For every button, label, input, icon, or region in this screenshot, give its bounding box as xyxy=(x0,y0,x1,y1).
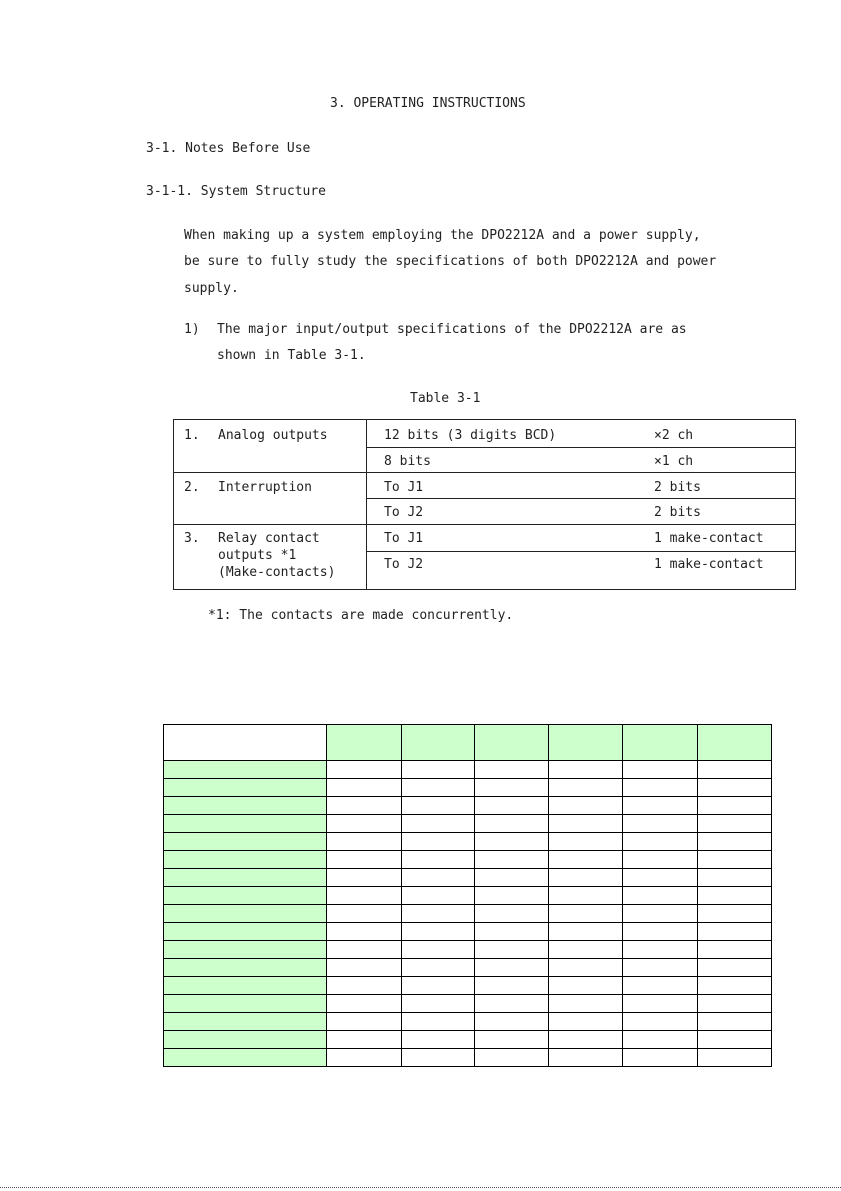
grid-cell xyxy=(698,1013,772,1031)
grid-cell xyxy=(549,1013,623,1031)
grid-row xyxy=(164,1031,772,1049)
grid-cell xyxy=(402,1031,475,1049)
grid-cell xyxy=(549,815,623,833)
grid-cell xyxy=(698,887,772,905)
grid-cell xyxy=(698,851,772,869)
grid-cell xyxy=(402,833,475,851)
grid-cell xyxy=(698,869,772,887)
grid-cell xyxy=(327,977,402,995)
item-1-line-2: shown in Table 3-1. xyxy=(217,348,366,363)
grid-cell xyxy=(402,779,475,797)
intro-line-3: supply. xyxy=(184,281,239,296)
grid-cell xyxy=(698,959,772,977)
grid-cell xyxy=(549,959,623,977)
table-column-divider xyxy=(366,420,367,589)
group-1-row-1-item: 12 bits (3 digits BCD) xyxy=(384,428,557,443)
grid-cell xyxy=(698,1031,772,1049)
grid-cell xyxy=(327,995,402,1013)
grid-cell xyxy=(623,941,698,959)
grid-row-label-cell xyxy=(164,995,327,1013)
grid-cell xyxy=(549,869,623,887)
spec-table xyxy=(173,419,796,590)
item-1-line-1: The major input/output specifications of the DPO2212A are as xyxy=(217,322,687,337)
grid-row xyxy=(164,995,772,1013)
grid-cell xyxy=(402,923,475,941)
grid-cell xyxy=(698,779,772,797)
grid-header-cell xyxy=(402,725,475,761)
grid-row xyxy=(164,851,772,869)
grid-row xyxy=(164,797,772,815)
grid-cell xyxy=(475,779,549,797)
grid-row xyxy=(164,1013,772,1031)
grid-cell xyxy=(402,761,475,779)
grid-cell xyxy=(475,833,549,851)
grid-cell xyxy=(475,797,549,815)
grid-row xyxy=(164,977,772,995)
grid-cell xyxy=(698,995,772,1013)
grid-cell xyxy=(698,815,772,833)
grid-cell xyxy=(698,761,772,779)
grid-row xyxy=(164,959,772,977)
grid-row xyxy=(164,1049,772,1067)
grid-cell xyxy=(623,1049,698,1067)
grid-row xyxy=(164,815,772,833)
grid-cell xyxy=(475,869,549,887)
grid-header-cell xyxy=(623,725,698,761)
footnote: *1: The contacts are made concurrently. xyxy=(208,608,514,623)
group-2-row-2-item: To J2 xyxy=(384,505,424,520)
grid-cell xyxy=(402,905,475,923)
intro-line-1: When making up a system employing the DPO2212A and a power supply, xyxy=(184,228,701,243)
grid-cell xyxy=(402,1049,475,1067)
grid-cell xyxy=(475,995,549,1013)
grid-cell xyxy=(623,959,698,977)
grid-cell xyxy=(327,797,402,815)
grid-cell xyxy=(327,779,402,797)
grid-row-label-cell xyxy=(164,1031,327,1049)
grid-row-label-cell xyxy=(164,887,327,905)
grid-cell xyxy=(402,851,475,869)
grid-row xyxy=(164,761,772,779)
grid-cell xyxy=(623,851,698,869)
section-title: 3. OPERATING INSTRUCTIONS xyxy=(330,96,526,111)
grid-cell xyxy=(475,1013,549,1031)
heading-notes-before-use: 3-1. Notes Before Use xyxy=(146,141,311,156)
table-caption: Table 3-1 xyxy=(410,391,481,406)
grid-cell xyxy=(402,1013,475,1031)
grid-cell xyxy=(623,779,698,797)
grid-header-cell xyxy=(327,725,402,761)
grid-cell xyxy=(402,815,475,833)
grid-row xyxy=(164,869,772,887)
group-1-row-2-value: ×1 ch xyxy=(654,454,694,469)
group-3-row-2-item: To J2 xyxy=(384,557,424,572)
grid-cell xyxy=(327,815,402,833)
grid-cell xyxy=(623,869,698,887)
table-right-border xyxy=(795,420,796,589)
grid-row-label-cell xyxy=(164,833,327,851)
grid-cell xyxy=(402,797,475,815)
grid-header-cell xyxy=(549,725,623,761)
grid-cell xyxy=(623,977,698,995)
group-2-label: Interruption xyxy=(218,480,312,495)
grid-cell xyxy=(549,851,623,869)
grid-cell xyxy=(475,815,549,833)
grid-cell xyxy=(549,941,623,959)
group-3-row-1-value: 1 make-contact xyxy=(654,531,764,546)
grid-cell xyxy=(402,869,475,887)
item-1-marker: 1) xyxy=(184,322,200,337)
page-bottom-rule xyxy=(0,1187,841,1188)
grid-cell xyxy=(698,941,772,959)
grid-row xyxy=(164,887,772,905)
grid-cell xyxy=(698,977,772,995)
grid-cell xyxy=(402,977,475,995)
grid-cell xyxy=(327,851,402,869)
grid-row-label-cell xyxy=(164,1013,327,1031)
grid-cell xyxy=(623,887,698,905)
grid-row-label-cell xyxy=(164,815,327,833)
row-divider xyxy=(366,551,795,552)
grid-cell xyxy=(623,797,698,815)
grid-cell xyxy=(623,923,698,941)
row-divider xyxy=(366,447,795,448)
group-divider xyxy=(173,524,795,525)
grid-cell xyxy=(549,887,623,905)
grid-row-label-cell xyxy=(164,851,327,869)
group-3-label-line-2: outputs *1 xyxy=(218,548,297,563)
grid-cell xyxy=(327,887,402,905)
grid-cell xyxy=(475,761,549,779)
grid-row xyxy=(164,905,772,923)
group-1-label: Analog outputs xyxy=(218,428,328,443)
grid-row-label-cell xyxy=(164,761,327,779)
grid-cell xyxy=(549,995,623,1013)
grid-cell xyxy=(327,833,402,851)
grid-cell xyxy=(549,977,623,995)
grid-cell xyxy=(327,959,402,977)
group-1-number: 1. xyxy=(184,428,200,443)
grid-cell xyxy=(698,797,772,815)
grid-cell xyxy=(549,923,623,941)
grid-cell xyxy=(402,941,475,959)
grid-row-label-cell xyxy=(164,959,327,977)
grid-corner-cell xyxy=(164,725,327,761)
intro-line-2: be sure to fully study the specifications of both DPO2212A and power xyxy=(184,254,717,269)
grid-row xyxy=(164,779,772,797)
grid-cell xyxy=(623,1013,698,1031)
grid-row xyxy=(164,833,772,851)
grid-cell xyxy=(327,761,402,779)
row-divider xyxy=(366,498,795,499)
grid-cell xyxy=(623,995,698,1013)
group-3-number: 3. xyxy=(184,531,200,546)
grid-cell xyxy=(549,905,623,923)
grid-header-row xyxy=(164,725,772,761)
group-1-row-2-item: 8 bits xyxy=(384,454,431,469)
grid-row-label-cell xyxy=(164,977,327,995)
table-left-border xyxy=(173,420,174,589)
grid-header-cell xyxy=(698,725,772,761)
grid-cell xyxy=(623,1031,698,1049)
grid-cell xyxy=(549,833,623,851)
grid-cell xyxy=(327,1013,402,1031)
grid-cell xyxy=(623,905,698,923)
grid-cell xyxy=(402,995,475,1013)
grid-cell xyxy=(623,815,698,833)
grid-cell xyxy=(402,959,475,977)
grid-row-label-cell xyxy=(164,923,327,941)
group-2-number: 2. xyxy=(184,480,200,495)
grid-cell xyxy=(475,887,549,905)
grid-header-cell xyxy=(475,725,549,761)
grid-cell xyxy=(549,761,623,779)
grid-cell xyxy=(327,1049,402,1067)
grid-cell xyxy=(475,959,549,977)
grid-cell xyxy=(475,941,549,959)
grid-cell xyxy=(475,851,549,869)
group-3-row-2-value: 1 make-contact xyxy=(654,557,764,572)
group-2-row-2-value: 2 bits xyxy=(654,505,701,520)
grid-cell xyxy=(327,905,402,923)
grid-cell xyxy=(549,1049,623,1067)
group-divider xyxy=(173,472,795,473)
group-1-row-1-value: ×2 ch xyxy=(654,428,694,443)
grid-cell xyxy=(327,941,402,959)
grid-cell xyxy=(327,1031,402,1049)
grid-row-label-cell xyxy=(164,797,327,815)
grid-cell xyxy=(475,923,549,941)
group-2-row-1-item: To J1 xyxy=(384,480,424,495)
grid-cell xyxy=(402,887,475,905)
grid-cell xyxy=(549,779,623,797)
grid-cell xyxy=(698,833,772,851)
grid-row xyxy=(164,923,772,941)
grid-cell xyxy=(623,833,698,851)
grid-cell xyxy=(698,923,772,941)
grid-cell xyxy=(327,923,402,941)
grid-cell xyxy=(549,797,623,815)
group-2-row-1-value: 2 bits xyxy=(654,480,701,495)
grid-cell xyxy=(698,1049,772,1067)
grid-cell xyxy=(475,1049,549,1067)
grid-cell xyxy=(475,1031,549,1049)
group-3-row-1-item: To J1 xyxy=(384,531,424,546)
grid-row xyxy=(164,941,772,959)
grid-cell xyxy=(475,977,549,995)
blank-grid-table xyxy=(163,724,772,1067)
group-3-label-line-3: (Make-contacts) xyxy=(218,565,336,580)
grid-cell xyxy=(475,905,549,923)
grid-row-label-cell xyxy=(164,941,327,959)
grid-row-label-cell xyxy=(164,779,327,797)
grid-row-label-cell xyxy=(164,869,327,887)
grid-cell xyxy=(549,1031,623,1049)
grid-cell xyxy=(327,869,402,887)
grid-row-label-cell xyxy=(164,1049,327,1067)
grid-cell xyxy=(623,761,698,779)
heading-system-structure: 3-1-1. System Structure xyxy=(146,184,327,199)
grid-cell xyxy=(698,905,772,923)
group-3-label-line-1: Relay contact xyxy=(218,531,320,546)
grid-row-label-cell xyxy=(164,905,327,923)
